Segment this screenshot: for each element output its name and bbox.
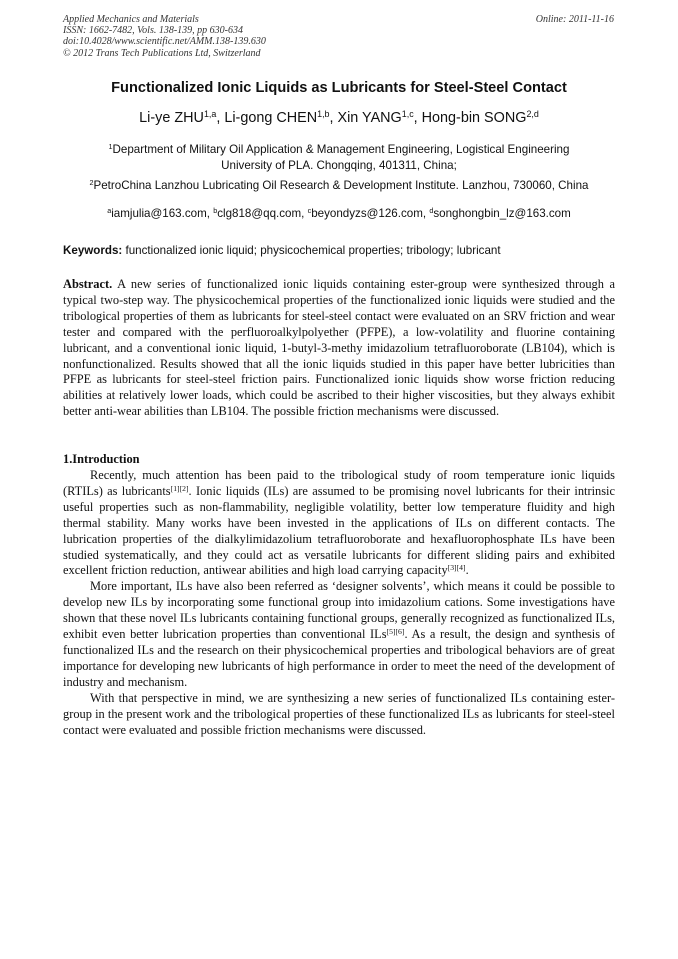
paragraph: [63, 468, 615, 579]
author-superscript: 1,a: [203, 109, 217, 120]
issn-line: ISSN: 1662-7482, Vols. 138-139, pp 630-634: [63, 25, 243, 37]
author-separator: ,: [216, 110, 225, 126]
email-list: [40, 207, 638, 220]
paragraph-text: . As a result, the design and synthesis of functionalized ILs and the research on their physicochemical properties and tribological behaviors are of great importance for developing new lubricants of high performance in order to meet the need of the development of industry and mechanism.: [63, 627, 615, 689]
affiliation-2: [40, 178, 638, 194]
paragraph: With that perspective in mind, we are synthesizing a new series of functionalized ILs containing ester-group in the present work and the tribological properties of these functionalized ILs as lubricants for steel-steel contact were evaluated and possible friction mechanisms were discussed.: [63, 690, 615, 737]
affiliation-line: University of PLA. Chongqing, 401311, China;: [221, 159, 457, 172]
paragraph-text: Recently, much attention has been paid to the tribological study of room temperature ionic liquids (RTILs) as lubricants: [63, 468, 615, 498]
email-address: clg818@qq.com: [217, 207, 302, 220]
email-separator: ,: [301, 207, 308, 220]
author-separator: ,: [413, 110, 422, 126]
paragraph: [63, 579, 615, 690]
affiliation-line: PetroChina Lanzhou Lubricating Oil Research & Development Institute. Lanzhou, 730060, China: [93, 179, 589, 192]
email-separator: ,: [206, 207, 214, 220]
citation: [1][2]: [170, 483, 189, 493]
email-superscript: d: [429, 206, 434, 216]
email-separator: ,: [422, 207, 430, 220]
email-superscript: a: [107, 206, 112, 216]
keywords: [63, 244, 615, 257]
author-superscript: 2,d: [526, 109, 539, 120]
affiliation-line: Department of Military Oil Application & Management Engineering, Logistical Engineering: [112, 143, 570, 156]
author-name: Hong-bin SONG: [421, 110, 527, 126]
email-address: beyondyzs@126.com: [311, 207, 423, 220]
online-date: Online: 2011-11-16: [535, 14, 614, 25]
paragraph-text: More important, ILs have also been referred as ‘designer solvents’, which means it could be possible to develop new ILs by incorporating some functional group into imidazolium cations. Some investigations have shown that these novel ILs lubricants containing functional groups, generally recognized as functionalized ILs, exhibit even better lubrication properties than conventional ILs: [63, 579, 615, 642]
abstract-label: Abstract.: [63, 277, 113, 291]
author-superscript: 1,b: [317, 109, 330, 120]
author-name: Li-ye ZHU: [139, 110, 204, 126]
keywords-label: Keywords:: [63, 244, 123, 257]
paper-title: Functionalized Ionic Liquids as Lubricants for Steel-Steel Contact: [111, 80, 567, 96]
journal-header: [63, 14, 363, 59]
paragraph-text: .: [465, 563, 469, 578]
affiliation-1: [40, 142, 638, 174]
email-superscript: b: [213, 206, 218, 216]
author-superscript: 1,c: [401, 109, 414, 120]
author-name: Xin YANG: [337, 110, 402, 126]
email-address: songhongbin_lz@163.com: [433, 207, 571, 220]
abstract-text: A new series of functionalized ionic liquids containing ester-group were synthesized through a typical two-step way. The physicochemical properties of the functionalized ionic liquids were studied and the tribological properties of them as lubricants for steel-steel contact were evaluated on an SRV friction and wear tester and compared with the perfluoroalkylpolyether (PFPE), a low-volatility and fluorine containing lubricant, and a conventional ionic liquid, 1-butyl-3-methy imidazolium tetrafluoroborate (LB104), which is nonfunctionalized. Results showed that all the ionic liquids studied in this paper have better lubricities than PFPE as lubricants for steel-steel friction pairs. Functionalized ionic liquids show worse friction reducing abilities at relatively lower loads, which could be ascribed to their higher viscosities, but they always exhibit better anti-wear abilities than LB104. The possible friction mechanisms were discussed.: [63, 277, 615, 419]
keywords-text: functionalized ionic liquid; physicochemical properties; tribology; lubricant: [122, 244, 501, 257]
affiliation-superscript: 2: [89, 178, 94, 188]
paragraph-text: . Ionic liquids (ILs) are assumed to be promising novel lubricants for their intrinsic useful properties such as non-flammability, negligible volatility, better low temperature fluidity and high thermal stability. Many works have been invested in the applications of ILs on different contacts. The lubrication properties of the dialkylimidazolium tetrafluoroborate and hexafluorophosphate ILs have been studied systematically, and they could act as versatile lubricants for different sliding pairs and exhibited excellent friction reduction, antiwear abilities and high load carrying capacity: [63, 483, 615, 578]
author-name: Li-gong CHEN: [224, 110, 318, 126]
email-superscript: c: [307, 206, 312, 216]
author-list: [40, 110, 638, 126]
journal-name: Applied Mechanics and Materials: [63, 14, 199, 25]
copyright-line: © 2012 Trans Tech Publications Ltd, Switzerland: [63, 47, 261, 59]
doi-line: doi:10.4028/www.scientific.net/AMM.138-139.630: [63, 36, 266, 48]
author-separator: ,: [329, 110, 338, 126]
email-address: iamjulia@163.com: [111, 207, 207, 220]
section-heading-introduction: 1.Introduction: [63, 452, 140, 466]
citation: [5][6]: [386, 626, 405, 636]
abstract: [63, 277, 615, 420]
affiliation-superscript: 1: [108, 142, 113, 152]
introduction-body: [63, 468, 615, 738]
citation: [3][4]: [447, 563, 466, 573]
